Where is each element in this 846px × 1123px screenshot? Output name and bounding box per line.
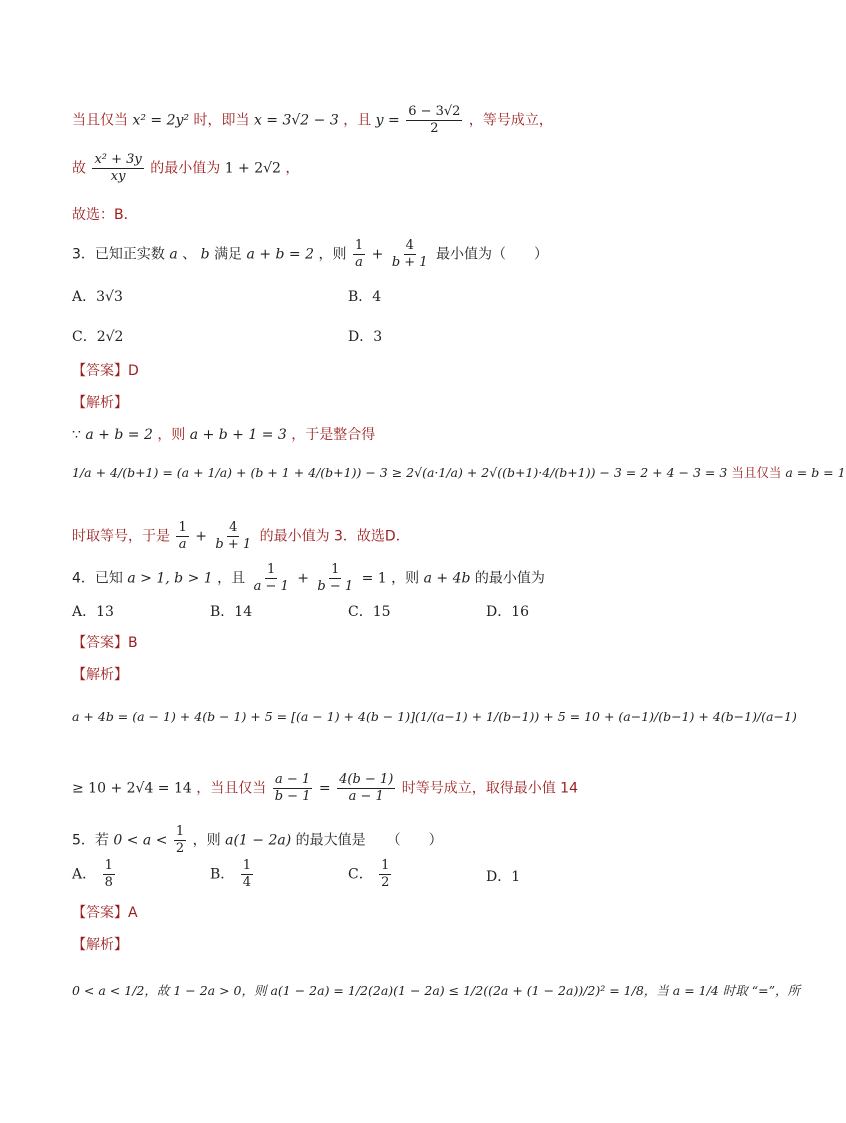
fraction-denominator: a − 1 (253, 579, 289, 594)
fraction-denominator: 8 (104, 875, 113, 890)
analysis-conclusion (72, 520, 410, 553)
math-operator: = (318, 780, 331, 797)
text-fragment: 时等号成立，取得最小值 14 (401, 780, 578, 797)
question-number: 3．已知正实数 (72, 246, 165, 263)
fraction (174, 824, 186, 857)
fraction (406, 104, 462, 137)
fraction (213, 520, 253, 553)
fraction (176, 520, 188, 553)
fraction-numerator: 1 (175, 824, 185, 839)
question-5-stem (72, 824, 443, 857)
fraction-denominator: 2 (175, 841, 185, 856)
fraction (92, 152, 143, 185)
text-fragment: ，则 (192, 832, 221, 849)
option-c: C．2√2 (72, 329, 124, 345)
fraction-numerator: 1 (178, 520, 187, 535)
text-fragment: 的最小值为 3．故选D． (259, 528, 410, 545)
text-fragment: 故 (72, 160, 86, 177)
text-fragment: 最小值为（ ） (436, 246, 549, 263)
fraction-denominator: 2 (430, 121, 439, 136)
fraction-denominator: b + 1 (215, 537, 252, 552)
question-number: 4．已知 (72, 570, 123, 587)
fraction-numerator: 4 (405, 238, 414, 253)
fraction (379, 858, 391, 891)
math-expression: 1 + 2√2 (224, 160, 281, 177)
fraction-numerator: x² + 3y (94, 152, 142, 167)
math-expression: 0 < a < (113, 832, 168, 849)
analysis-derivation (72, 464, 846, 482)
fraction-denominator: a (178, 537, 187, 552)
fraction (353, 238, 365, 271)
fraction-numerator: a − 1 (275, 772, 311, 787)
text-fragment: ，等号成立， (468, 112, 553, 129)
math-expression: a = b = 1 (785, 465, 846, 480)
analysis-label: 【解析】 (72, 395, 128, 411)
fraction (315, 562, 355, 595)
text-fragment: ，则 (157, 427, 186, 443)
fraction (337, 772, 395, 805)
fraction-numerator: 1 (331, 562, 340, 577)
text-fragment: 满足 (214, 246, 243, 263)
analysis-conclusion (72, 772, 578, 805)
math-expression: a + b = 2 (246, 246, 314, 263)
option-d: D．3 (348, 329, 383, 345)
math-operator: + (371, 246, 384, 263)
text-fragment: 、 (182, 246, 197, 263)
question-number: 5．若 (72, 832, 109, 849)
solution-line-equality-condition (72, 104, 553, 137)
fraction-denominator: b − 1 (274, 789, 311, 804)
math-expression: 0 < a < 1/2，故 1 − 2a > 0，则 a(1 − 2a) = 1/2(2a)(1 − 2a) ≤ 1/2((2a + (1 − 2a))/2)² = 1/8，当 a = 1/4 时取 “=”，所 (72, 983, 800, 998)
fraction (252, 562, 291, 595)
math-expression: a + b = 2 (85, 427, 153, 443)
answer-label: 【答案】D (72, 363, 139, 379)
text-fragment: ，且 (343, 112, 372, 129)
solution-line-minimum (72, 152, 299, 185)
text-fragment: ，且 (217, 570, 246, 587)
solution-choice: 故选：B． (72, 207, 138, 223)
text-fragment: ， (285, 160, 300, 177)
math-operator: + (297, 570, 309, 587)
analysis-label: 【解析】 (72, 937, 128, 953)
math-expression: y = (375, 112, 400, 129)
math-expression: b (200, 246, 210, 263)
text-fragment: 的最小值为 (474, 570, 545, 587)
text-fragment: 的最小值为 (150, 160, 221, 177)
math-expression: x² = 2y² (132, 112, 190, 129)
math-expression: = 1 (361, 570, 387, 587)
option-label: C． (348, 866, 373, 883)
analysis-derivation (72, 982, 800, 1000)
fraction-numerator: 6 − 3√2 (408, 104, 461, 119)
math-expression: a + b + 1 = 3 (189, 427, 287, 443)
fraction-numerator: 4 (229, 520, 238, 535)
fraction-numerator: 1 (354, 238, 364, 253)
fraction-numerator: 1 (267, 562, 276, 577)
text-fragment: ，当且仅当 (196, 780, 267, 797)
math-expression: a + 4b (423, 570, 471, 587)
math-expression: a (169, 246, 178, 263)
math-expression: a > 1, b > 1 (127, 570, 213, 587)
math-expression: ≥ 10 + 2√4 = 14 (72, 780, 192, 797)
analysis-derivation (72, 708, 797, 726)
option-a: A．13 (72, 604, 114, 620)
option-a (72, 858, 117, 891)
text-fragment: ，则 (318, 246, 347, 263)
math-expression: a + 4b = (a − 1) + 4(b − 1) + 5 = [(a − 1) + 4(b − 1)](1/(a−1) + 1/(b−1)) + 5 = 10 + (a−1)/(b−1) + 4(b−1)/(a−1) (72, 709, 797, 724)
fraction-numerator: 1 (104, 858, 113, 873)
math-operator: + (195, 528, 207, 545)
math-expression: 1/a + 4/(b+1) = (a + 1/a) + (b + 1 + 4/(b+1)) − 3 ≥ 2√(a·1/a) + 2√((b+1)·4/(b+1)) − 3 = 2 + 4 − 3 = 3 (72, 465, 728, 480)
option-d: D．1 (486, 869, 521, 885)
fraction-denominator: a (355, 255, 363, 270)
fraction-denominator: a − 1 (348, 789, 384, 804)
option-d: D．16 (486, 604, 530, 620)
text-fragment: 的最大值是 （ ） (295, 832, 443, 849)
fraction-numerator: 4(b − 1) (339, 772, 394, 787)
fraction-numerator: 1 (242, 858, 252, 873)
fraction-denominator: b + 1 (391, 255, 428, 270)
text-fragment: ，于是整合得 (291, 427, 376, 443)
fraction-denominator: 2 (381, 875, 390, 890)
fraction (241, 858, 253, 891)
option-label: B． (210, 866, 235, 883)
fraction (390, 238, 430, 271)
answer-label: 【答案】A (72, 905, 138, 921)
math-expression: x = 3√2 − 3 (253, 112, 339, 129)
fraction (273, 772, 313, 805)
text-fragment: 时取等号，于是 (72, 528, 170, 545)
analysis-line (72, 426, 375, 444)
text-fragment: 当且仅当 (72, 112, 128, 129)
option-label: A． (72, 866, 97, 883)
math-expression: a(1 − 2a) (225, 832, 292, 849)
fraction-denominator: 4 (242, 875, 252, 890)
fraction-denominator: b − 1 (317, 579, 354, 594)
text-fragment: ，则 (391, 570, 420, 587)
option-b: B．14 (210, 604, 253, 620)
answer-label: 【答案】B (72, 635, 138, 651)
option-b (210, 858, 255, 891)
question-3-stem (72, 238, 548, 271)
question-4-stem (72, 562, 545, 595)
text-fragment: 时，即当 (193, 112, 250, 129)
fraction-numerator: 1 (381, 858, 390, 873)
option-a: A．3√3 (72, 289, 123, 305)
option-c: C．15 (348, 604, 391, 620)
fraction (103, 858, 115, 891)
option-b: B．4 (348, 289, 382, 305)
option-c (348, 858, 393, 891)
fraction-denominator: xy (110, 169, 126, 184)
math-symbol: ∵ (72, 427, 81, 443)
text-fragment: 当且仅当 (731, 465, 782, 480)
analysis-label: 【解析】 (72, 667, 128, 683)
